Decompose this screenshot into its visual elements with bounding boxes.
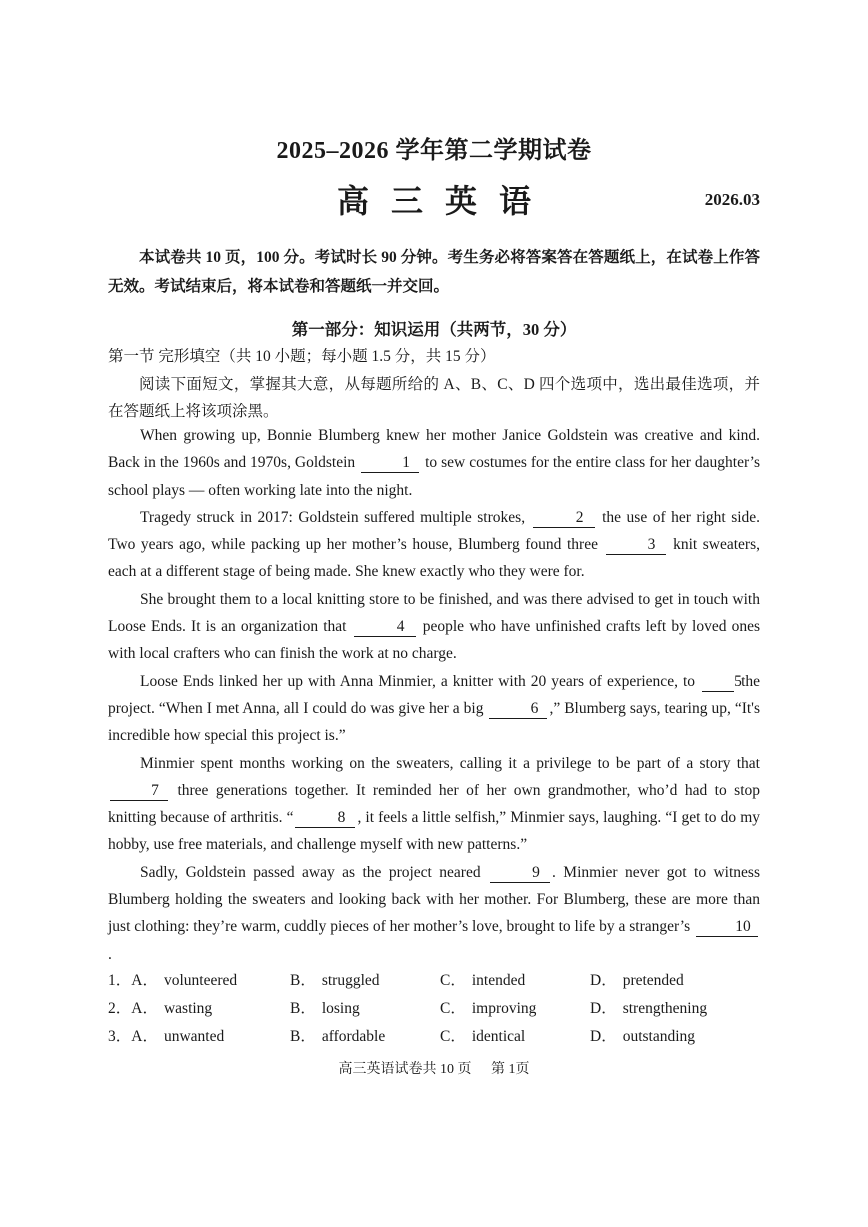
option-a: [108, 967, 237, 995]
option-letter: A．: [131, 1028, 158, 1045]
passage-text: knit sweaters, each at a different stage of being made. She knew exactly who they were for.: [108, 536, 760, 581]
blank-10: 10: [696, 918, 758, 937]
option-text: wasting: [163, 1000, 213, 1017]
option-d: [590, 967, 684, 995]
passage-text: to sew costumes for the entire class for her daughter’s school plays — often working late into the night.: [108, 454, 761, 499]
option-text: identical: [471, 1028, 526, 1045]
passage-text: Sadly, Goldstein passed away as the project neared: [140, 863, 481, 881]
blank-8: 8: [295, 809, 355, 828]
blank-9: 9: [490, 864, 550, 883]
option-text: outstanding: [622, 1028, 696, 1045]
question-number: 3．: [108, 1028, 132, 1045]
blank-4: 4: [354, 618, 416, 637]
option-c: [440, 967, 525, 995]
passage-text: .: [108, 945, 112, 963]
section-title: 第一节 完形填空（共 10 小题；每小题 1.5 分，共 15 分）: [108, 348, 496, 365]
option-row-3: [108, 1023, 760, 1051]
exam-instructions: 本试卷共 10 页，100 分。考试时长 90 分钟。考生务必将答案答在答题纸上，在试卷上作答无效。考试结束后，将本试卷和答题纸一并交回。: [108, 249, 760, 295]
option-text: struggled: [321, 972, 380, 989]
passage-text: people who have unfinished crafts left by loved ones with local crafters who can finish the work at no charge.: [108, 618, 760, 663]
option-letter: A．: [131, 972, 158, 989]
option-letter: D．: [590, 972, 617, 989]
passage-text: She brought them to a local knitting store to be finished, and was there advised to get in touch with Loose Ends. It is an organization that: [108, 590, 760, 636]
footer-page-count: 高三英语试卷共 10 页: [338, 1062, 472, 1077]
option-d: [590, 995, 707, 1023]
question-number: 1．: [108, 972, 132, 989]
option-letter: B．: [290, 972, 316, 989]
passage-paragraph-1: [108, 422, 760, 504]
option-letter: B．: [290, 1028, 316, 1045]
exam-title: 2025–2026 学年第二学期试卷: [276, 138, 592, 164]
option-letter: C．: [440, 1000, 466, 1017]
blank-7: 7: [110, 782, 168, 801]
option-c: [440, 1023, 525, 1051]
answer-options: [108, 967, 760, 1051]
option-text: pretended: [622, 972, 684, 989]
blank-5: 5: [702, 673, 734, 692]
option-text: volunteered: [163, 972, 238, 989]
passage-text: Tragedy struck in 2017: Goldstein suffered multiple strokes,: [140, 508, 526, 526]
passage-text: , it feels a little selfish,” Minmier says, laughing. “I get to do my hobby, use free materials, and challenge myself with new patterns.”: [108, 809, 761, 854]
blank-6: 6: [489, 700, 547, 719]
option-a: [108, 1023, 224, 1051]
option-letter: D．: [590, 1028, 617, 1045]
option-letter: B．: [290, 1000, 316, 1017]
exam-date: 2026.03: [704, 190, 760, 209]
page-footer: [0, 1058, 868, 1078]
option-row-2: [108, 995, 760, 1023]
option-text: intended: [471, 972, 526, 989]
passage-text: . Minmier never got to witness Blumberg holding the sweaters and looking back with her mother. For Blumberg, these are more than just clothing: they’re warm, cuddly pieces of her mother’s love, brought to life by a stranger’s: [108, 863, 760, 936]
option-b: [290, 995, 360, 1023]
blank-2: 2: [533, 509, 595, 528]
passage-text: Loose Ends linked her up with Anna Minmier, a knitter with 20 years of experience, to: [140, 672, 696, 690]
option-text: unwanted: [163, 1028, 225, 1045]
option-text: affordable: [321, 1028, 386, 1045]
subject-title: 高三英语: [336, 183, 553, 219]
option-letter: A．: [131, 1000, 158, 1017]
passage-paragraph-3: [108, 586, 760, 668]
passage-text: ,” Blumberg says, tearing up, “It's incredible how special this project is.”: [108, 699, 761, 745]
blank-3: 3: [606, 536, 666, 555]
footer-page-number: 第 1页: [491, 1062, 530, 1077]
question-number: 2．: [108, 1000, 132, 1017]
passage-text: three generations together. It reminded her of her own grandmother, who’d had to stop knitting because of arthritis. “: [108, 781, 761, 827]
passage-text: When growing up, Bonnie Blumberg knew her mother Janice Goldstein was creative and kind. Back in the 1960s and 1970s, Goldstein: [108, 427, 760, 472]
option-text: strengthening: [622, 1000, 708, 1017]
option-letter: C．: [440, 972, 466, 989]
option-b: [290, 967, 380, 995]
option-letter: D．: [590, 1000, 617, 1017]
passage-paragraph-2: [108, 504, 760, 586]
passage-text: Minmier spent months working on the sweaters, calling it a privilege to be part of a story that: [140, 754, 760, 772]
passage-text: the project. “When I met Anna, all I could do was give her a big: [108, 672, 761, 717]
passage-paragraph-6: [108, 859, 760, 968]
option-b: [290, 1023, 385, 1051]
option-letter: C．: [440, 1028, 466, 1045]
section-directions: 阅读下面短文，掌握其大意，从每题所给的 A、B、C、D 四个选项中，选出最佳选项，并在答题纸上将该项涂黑。: [108, 376, 760, 420]
option-c: [440, 995, 536, 1023]
passage-text: the use of her right side. Two years ago, while packing up her mother’s house, Blumberg found three: [108, 508, 761, 554]
option-text: improving: [471, 1000, 537, 1017]
option-row-1: [108, 967, 760, 995]
cloze-passage: [108, 422, 760, 968]
passage-paragraph-5: [108, 750, 760, 859]
option-a: [108, 995, 212, 1023]
option-text: losing: [321, 1000, 360, 1017]
blank-1: 1: [361, 454, 419, 473]
passage-paragraph-4: [108, 668, 760, 750]
part-title: 第一部分：知识运用（共两节，30 分）: [291, 320, 577, 339]
option-d: [590, 1023, 695, 1051]
